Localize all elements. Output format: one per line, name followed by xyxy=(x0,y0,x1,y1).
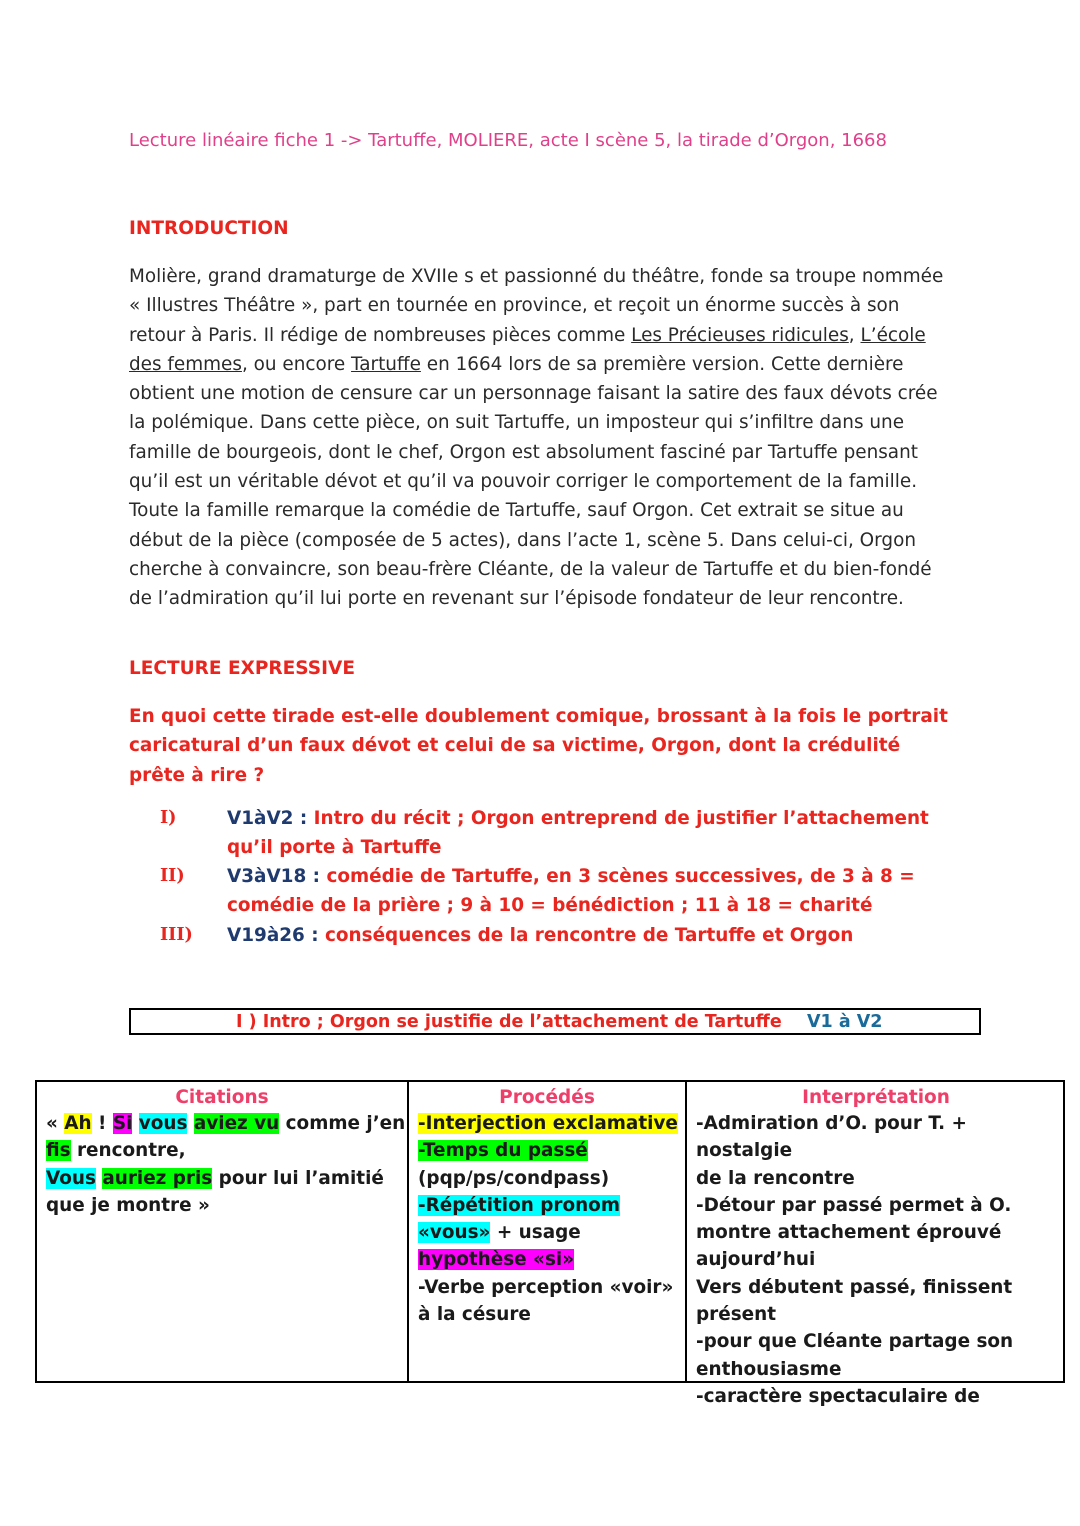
analysis-table xyxy=(35,1080,1065,1407)
intro-text-2: , ou encore xyxy=(241,353,352,375)
lecture-expressive-heading: LECTURE EXPRESSIVE xyxy=(129,658,355,679)
plan-text: comédie de Tartuffe, en 3 scènes successives, de 3 à 8 = comédie de la prière ; 9 à 10 = bénédiction ; 11 à 18 = charité xyxy=(227,866,915,917)
procedes-column xyxy=(409,1082,687,1381)
plan-separator: : xyxy=(306,866,327,887)
procedes-header: Procédés xyxy=(499,1087,595,1108)
citation-highlight-fis: fis xyxy=(46,1140,71,1162)
citation-text: que je montre » xyxy=(46,1194,210,1216)
citations-cell xyxy=(37,1110,407,1219)
plan-separator: : xyxy=(304,925,325,946)
introduction-heading: INTRODUCTION xyxy=(129,218,289,239)
interpretation-line: présent xyxy=(696,1304,777,1326)
procedes-cell xyxy=(409,1110,685,1328)
citation-highlight-si: Si xyxy=(112,1113,133,1134)
plan-number: II) xyxy=(160,866,185,886)
plan-verses: V3àV18 xyxy=(227,866,307,887)
citation-highlight-ah: Ah xyxy=(64,1113,92,1134)
citation-text xyxy=(187,1113,193,1134)
plan-number: III) xyxy=(160,925,193,945)
work-title-tartuffe: Tartuffe xyxy=(351,353,421,375)
citation-highlight-vous: vous xyxy=(138,1113,188,1134)
procede-vous: «vous» xyxy=(418,1222,491,1244)
procede-text: à la césure xyxy=(418,1304,531,1326)
citations-column xyxy=(37,1082,409,1381)
plan-text: Intro du récit ; Orgon entreprend de justifier l’attachement qu’il porte à Tartuffe xyxy=(227,808,929,859)
work-title-ecole-des-femmes: L’école des femmes xyxy=(129,324,926,375)
procede-verbe-perception: -Verbe perception «voir» xyxy=(418,1276,674,1298)
interpretation-column xyxy=(687,1082,1065,1407)
citation-text: pour lui l’amitié xyxy=(212,1167,384,1189)
interpretation-line: aujourd’hui xyxy=(696,1249,816,1271)
procede-hypothese-si: hypothèse «si» xyxy=(418,1249,575,1271)
procede-interjection: -Interjection exclamative xyxy=(418,1113,678,1134)
interpretation-line: Vers débutent passé, finissent xyxy=(696,1276,1013,1298)
citation-text: « xyxy=(46,1113,65,1134)
procede-text: + usage xyxy=(490,1222,581,1244)
intro-separator: , xyxy=(848,324,861,346)
plan-verses: V1àV2 xyxy=(227,808,294,829)
interpretation-line: -pour que Cléante partage son xyxy=(696,1331,1014,1353)
citations-header: Citations xyxy=(175,1087,269,1108)
procede-repetition-pronom: -Répétition pronom xyxy=(418,1194,620,1216)
interpretation-line: -Admiration d’O. pour T. + nostalgie xyxy=(696,1113,967,1162)
interpretation-line: -caractère spectaculaire de xyxy=(696,1385,980,1407)
citation-text: comme j’en xyxy=(279,1113,406,1134)
part-1-title: I ) Intro ; Orgon se justifie de l’attachement de Tartuffe xyxy=(236,1012,782,1032)
part-1-verses: V1 à V2 xyxy=(807,1012,883,1032)
citation-highlight-vous-2: Vous xyxy=(46,1167,96,1189)
introduction-paragraph xyxy=(129,262,959,614)
citation-text: ! xyxy=(91,1113,113,1134)
citation-highlight-aviez-vu: aviez vu xyxy=(193,1113,280,1134)
interpretation-cell xyxy=(687,1110,1065,1410)
plan-separator: : xyxy=(293,808,314,829)
citation-text: rencontre, xyxy=(70,1140,186,1162)
interpretation-line: -Détour par passé permet à O. xyxy=(696,1194,1012,1216)
intro-text-3: en 1664 lors de sa première version. Cette dernière obtient une motion de censure car un personnage faisant la satire des faux dévots crée la polémique. Dans cette pièce, on suit Tartuffe, un imposteur qui s’infiltre dans une famille de bourgeois, dont le chef, Orgon est absolument fasciné par Tartuffe pensant qu’il est un véritable dévot et qu’il va pouvoir corriger le comportement de la famille. Toute la famille remarque la comédie de Tartuffe, sauf Orgon. Cet extrait se situe au début de la pièce (composée de 5 actes), dans l’acte 1, scène 5. Dans celui-ci, Orgon cherche à convaincre, son beau-frère Cléante, de la valeur de Tartuffe et du bien-fondé de l’admiration qu’il lui porte en revenant sur l’épisode fondateur de leur rencontre. xyxy=(129,353,938,610)
plan-verses: V19à26 xyxy=(227,925,305,946)
citation-highlight-auriez-pris: auriez pris xyxy=(102,1167,213,1189)
interpretation-line: montre attachement éprouvé xyxy=(696,1222,1002,1244)
interpretation-line: enthousiasme xyxy=(696,1358,842,1380)
plan-text: conséquences de la rencontre de Tartuffe et Orgon xyxy=(325,925,854,946)
interpretation-line: de la rencontre xyxy=(696,1167,855,1189)
citation-text xyxy=(132,1113,138,1134)
work-title-precieuses: Les Précieuses ridicules xyxy=(631,324,849,346)
procede-text: (pqp/ps/condpass) xyxy=(418,1167,610,1189)
procede-temps-passe: -Temps du passé xyxy=(418,1140,588,1162)
plan-number: I) xyxy=(160,808,177,828)
interpretation-header: Interprétation xyxy=(802,1087,950,1108)
intro-text-1: Molière, grand dramaturge de XVIIe s et passionné du théâtre, fonde sa troupe nommée « Illustres Théâtre », part en tournée en province, et reçoit un énorme succès à son retour à Paris. Il rédige de nombreuses pièces comme xyxy=(129,266,944,346)
page-title: Lecture linéaire fiche 1 -> Tartuffe, MOLIERE, acte I scène 5, la tirade d’Orgon, 1668 xyxy=(129,130,887,151)
part-1-title-box xyxy=(129,1008,981,1035)
problematique: En quoi cette tirade est-elle doublement comique, brossant à la fois le portrait caricatural d’un faux dévot et celui de sa victime, Orgon, dont la crédulité prête à rire ? xyxy=(129,706,948,786)
